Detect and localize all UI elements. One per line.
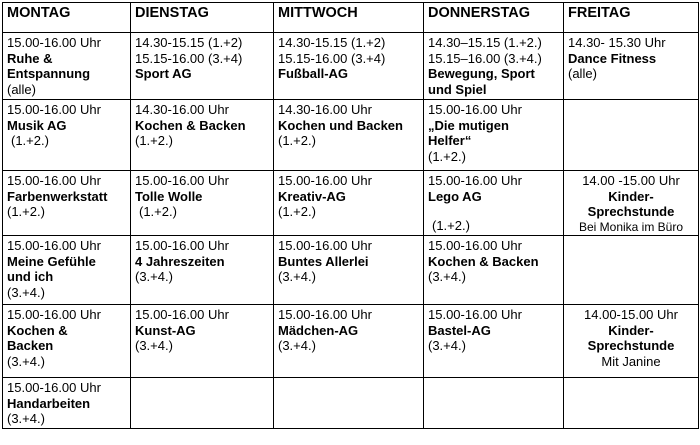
group-text: (3.+4.) (7, 353, 45, 369)
activity-title: Farbenwerkstatt (7, 188, 108, 204)
activity-title: Sprechstunde (587, 338, 675, 353)
cell-fri-1 (564, 33, 699, 100)
activity-title: Sport AG (135, 66, 192, 81)
group-text: (3.+4.) (278, 338, 316, 353)
time-text: 15.15-16.00 (3.+4) (278, 50, 386, 66)
time-text: 14.30-16.00 Uhr (278, 102, 372, 117)
activity-title: Kunst-AG (135, 322, 196, 338)
cell-mon-4 (3, 236, 131, 305)
group-text: (alle) (7, 81, 36, 97)
time-text: 15.00-16.00 Uhr (7, 380, 101, 395)
header-dienstag: DIENSTAG (131, 3, 274, 33)
activity-title: und ich (7, 269, 54, 284)
time-text: 15.00-16.00 Uhr (135, 173, 229, 188)
activity-title: Helfer“ (428, 133, 472, 148)
activity-title: Musik AG (7, 117, 67, 133)
activity-title: Buntes Allerlei (278, 253, 369, 269)
activity-title: Bastel-AG (428, 322, 491, 338)
table-row (3, 305, 699, 378)
activity-title: Entspannung (7, 66, 91, 81)
table-row (3, 236, 699, 305)
cell-mon-6 (3, 378, 131, 429)
activity-title: „Die mutigen (428, 117, 509, 133)
cell-tue-3 (131, 171, 274, 236)
time-text: 15.00-16.00 Uhr (7, 238, 101, 253)
header-row (3, 3, 699, 33)
activity-title: Kinder- (608, 322, 654, 338)
header-donnerstag: DONNERSTAG (424, 3, 564, 33)
group-text: (3.+4.) (7, 411, 45, 426)
time-text: 15.00-16.00 Uhr (278, 307, 372, 322)
group-text: (3.+4.) (135, 338, 173, 353)
activity-title: Lego AG (428, 188, 482, 204)
time-text: 15.00-16.00 Uhr (428, 102, 522, 117)
header-freitag: FREITAG (564, 3, 699, 33)
cell-thu-1 (424, 33, 564, 100)
time-text: 15.00-16.00 Uhr (428, 173, 522, 188)
time-text: 14.00 -15.00 Uhr (582, 173, 680, 188)
time-text: 14.30- 15.30 Uhr (568, 35, 666, 50)
time-text: 15.00-16.00 Uhr (7, 35, 101, 50)
cell-fri-4-empty (564, 236, 699, 305)
time-text: 15.15–16.00 (3.+4.) (428, 50, 542, 66)
group-text: (1.+2.) (278, 133, 316, 148)
time-text: 14.00-15.00 Uhr (584, 307, 678, 322)
group-text: (3.+4.) (7, 284, 45, 300)
time-text: 15.00-16.00 Uhr (278, 238, 372, 253)
group-text: (3.+4.) (135, 269, 173, 284)
cell-tue-5 (131, 305, 274, 378)
cell-wed-2 (274, 100, 424, 171)
activity-title: Mädchen-AG (278, 322, 359, 338)
cell-mon-1 (3, 33, 131, 100)
table-row (3, 33, 699, 100)
cell-wed-6-empty (274, 378, 424, 429)
activity-title: Sprechstunde (587, 204, 675, 219)
group-text: (1.+2.) (7, 204, 45, 219)
cell-fri-2-empty (564, 100, 699, 171)
cell-tue-2 (131, 100, 274, 171)
cell-tue-6-empty (131, 378, 274, 429)
group-text: (1.+2.) (278, 204, 316, 219)
cell-wed-5 (274, 305, 424, 378)
header-mittwoch: MITTWOCH (274, 3, 424, 33)
table-row (3, 100, 699, 171)
cell-wed-4 (274, 236, 424, 305)
group-text: (3.+4.) (428, 269, 466, 284)
time-text: 14.30–15.15 (1.+2.) (428, 35, 542, 50)
activity-title: Bewegung, Sport (428, 66, 535, 81)
note-text: Mit Janine (601, 353, 661, 369)
activity-title: Kinder- (608, 188, 654, 204)
activity-title: Kochen und Backen (278, 117, 403, 133)
group-text: (alle) (568, 66, 597, 81)
time-text: 14.30-15.15 (1.+2) (135, 35, 243, 50)
cell-thu-3 (424, 171, 564, 236)
cell-wed-1 (274, 33, 424, 100)
cell-tue-4 (131, 236, 274, 305)
header-montag: MONTAG (3, 3, 131, 33)
group-text: (1.+2.) (432, 218, 470, 233)
cell-tue-1 (131, 33, 274, 100)
activity-title: 4 Jahreszeiten (135, 253, 225, 269)
group-text: (1.+2.) (428, 148, 466, 164)
cell-mon-2 (3, 100, 131, 171)
group-text: (1.+2.) (135, 133, 173, 148)
schedule-table (2, 2, 699, 429)
group-text: (3.+4.) (428, 338, 466, 353)
time-text: 14.30-15.15 (1.+2) (278, 35, 386, 50)
cell-fri-3 (564, 171, 699, 236)
table-row (3, 171, 699, 236)
cell-thu-4 (424, 236, 564, 305)
activity-title: Tolle Wolle (135, 188, 203, 204)
time-text: 15.00-16.00 Uhr (278, 173, 372, 188)
time-text: 15.00-16.00 Uhr (7, 307, 101, 322)
time-text: 15.00-16.00 Uhr (7, 102, 101, 117)
activity-title: Kochen & (7, 322, 68, 338)
time-text: 15.00-16.00 Uhr (7, 173, 101, 188)
time-text: 15.00-16.00 Uhr (135, 307, 229, 322)
activity-title: Ruhe & (7, 50, 53, 66)
cell-fri-6-empty (564, 378, 699, 429)
activity-title: Dance Fitness (568, 50, 657, 66)
activity-title: und Spiel (428, 81, 487, 97)
cell-thu-2 (424, 100, 564, 171)
group-text: (1.+2.) (11, 133, 49, 148)
time-text: 15.00-16.00 Uhr (428, 307, 522, 322)
cell-thu-6-empty (424, 378, 564, 429)
note-text: Bei Monika im Büro (578, 219, 684, 234)
time-text: 15.00-16.00 Uhr (135, 238, 229, 253)
cell-wed-3 (274, 171, 424, 236)
time-text: 15.15-16.00 (3.+4) (135, 50, 243, 66)
table-row (3, 378, 699, 429)
activity-title: Handarbeiten (7, 395, 91, 411)
time-text: 15.00-16.00 Uhr (428, 238, 522, 253)
cell-thu-5 (424, 305, 564, 378)
cell-mon-3 (3, 171, 131, 236)
cell-fri-5 (564, 305, 699, 378)
activity-title: Kochen & Backen (135, 117, 246, 133)
activity-title: Kreativ-AG (278, 188, 346, 204)
group-text: (3.+4.) (278, 269, 316, 284)
activity-title: Fußball-AG (278, 66, 349, 81)
activity-title: Kochen & Backen (428, 253, 539, 269)
activity-title: Meine Gefühle (7, 253, 96, 269)
cell-mon-5 (3, 305, 131, 378)
activity-title: Backen (7, 338, 54, 353)
group-text: (1.+2.) (139, 204, 177, 219)
time-text: 14.30-16.00 Uhr (135, 102, 229, 117)
